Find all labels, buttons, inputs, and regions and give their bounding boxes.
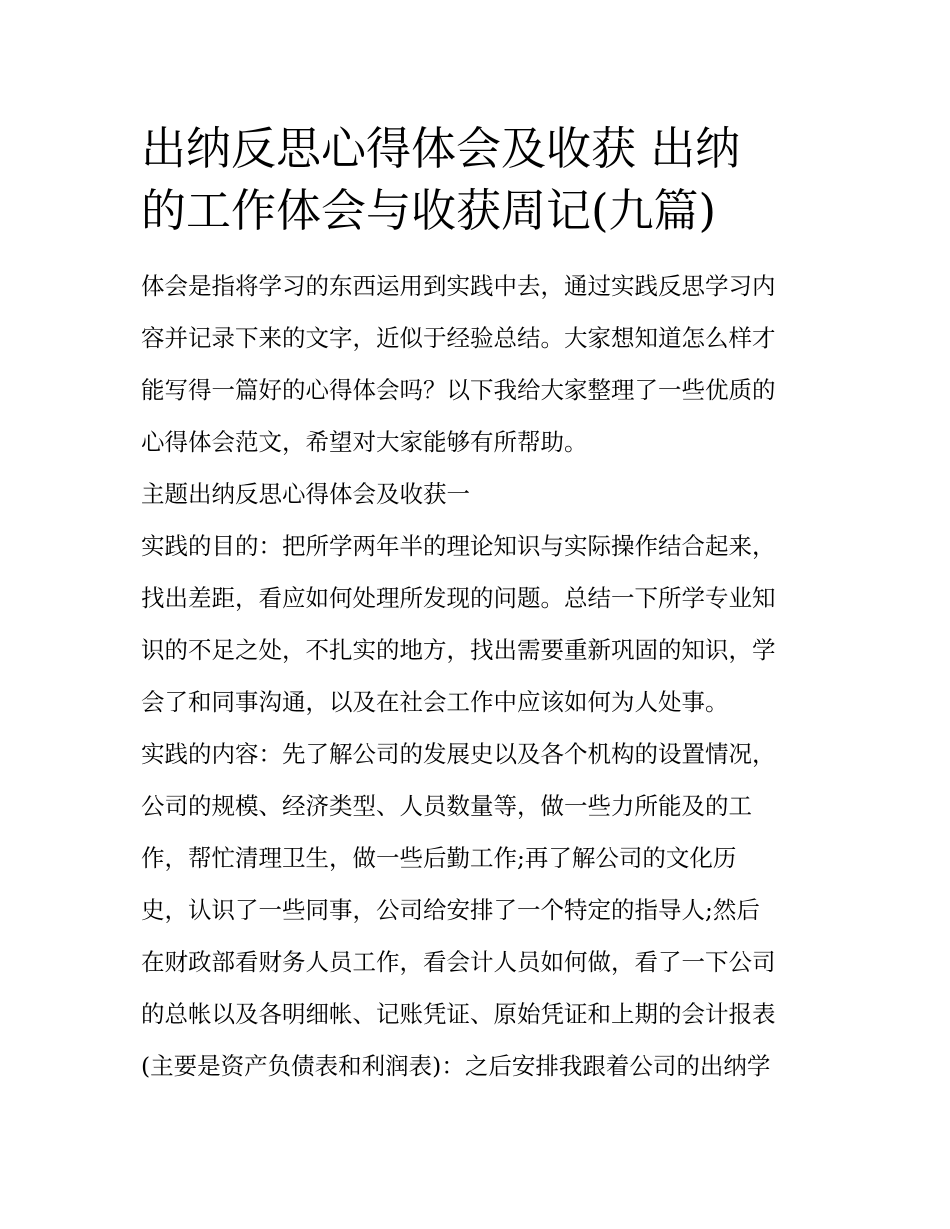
title-line-1: 出纳反思心得体会及收获 出纳 <box>141 122 741 175</box>
body-line: 作，帮忙清理卫生，做一些后勤工作;再了解公司的文化历 <box>141 844 737 872</box>
body-line: (主要是资产负债表和利润表)：之后安排我跟着公司的出纳学 <box>141 1052 771 1080</box>
body-line: 在财政部看财务人员工作，看会计人员如何做，看了一下公司 <box>141 948 776 976</box>
section-heading: 主题出纳反思心得体会及收获一 <box>141 480 470 508</box>
body-line: 能写得一篇好的心得体会吗？以下我给大家整理了一些优质的 <box>141 376 776 404</box>
body-line: 心得体会范文，希望对大家能够有所帮助。 <box>141 428 588 456</box>
body-line: 实践的内容：先了解公司的发展史以及各个机构的设置情况， <box>141 740 776 768</box>
body-line: 识的不足之处，不扎实的地方，找出需要重新巩固的知识，学 <box>141 636 776 664</box>
body-line: 实践的目的：把所学两年半的理论知识与实际操作结合起来， <box>141 532 776 560</box>
body-line: 容并记录下来的文字，近似于经验总结。大家想知道怎么样才 <box>141 324 776 352</box>
title-line-2: 的工作体会与收获周记(九篇) <box>141 184 717 237</box>
body-line: 找出差距，看应如何处理所发现的问题。总结一下所学专业知 <box>141 584 776 612</box>
body-line: 体会是指将学习的东西运用到实践中去，通过实践反思学习内 <box>141 272 776 300</box>
body-line: 公司的规模、经济类型、人员数量等，做一些力所能及的工 <box>141 792 752 820</box>
body-line: 史，认识了一些同事，公司给安排了一个特定的指导人;然后 <box>141 896 760 924</box>
document-title <box>141 118 813 242</box>
document-body <box>141 260 813 1092</box>
document-content <box>141 118 813 1092</box>
body-line: 会了和同事沟通，以及在社会工作中应该如何为人处事。 <box>141 688 729 716</box>
body-line: 的总帐以及各明细帐、记账凭证、原始凭证和上期的会计报表 <box>141 1000 776 1028</box>
